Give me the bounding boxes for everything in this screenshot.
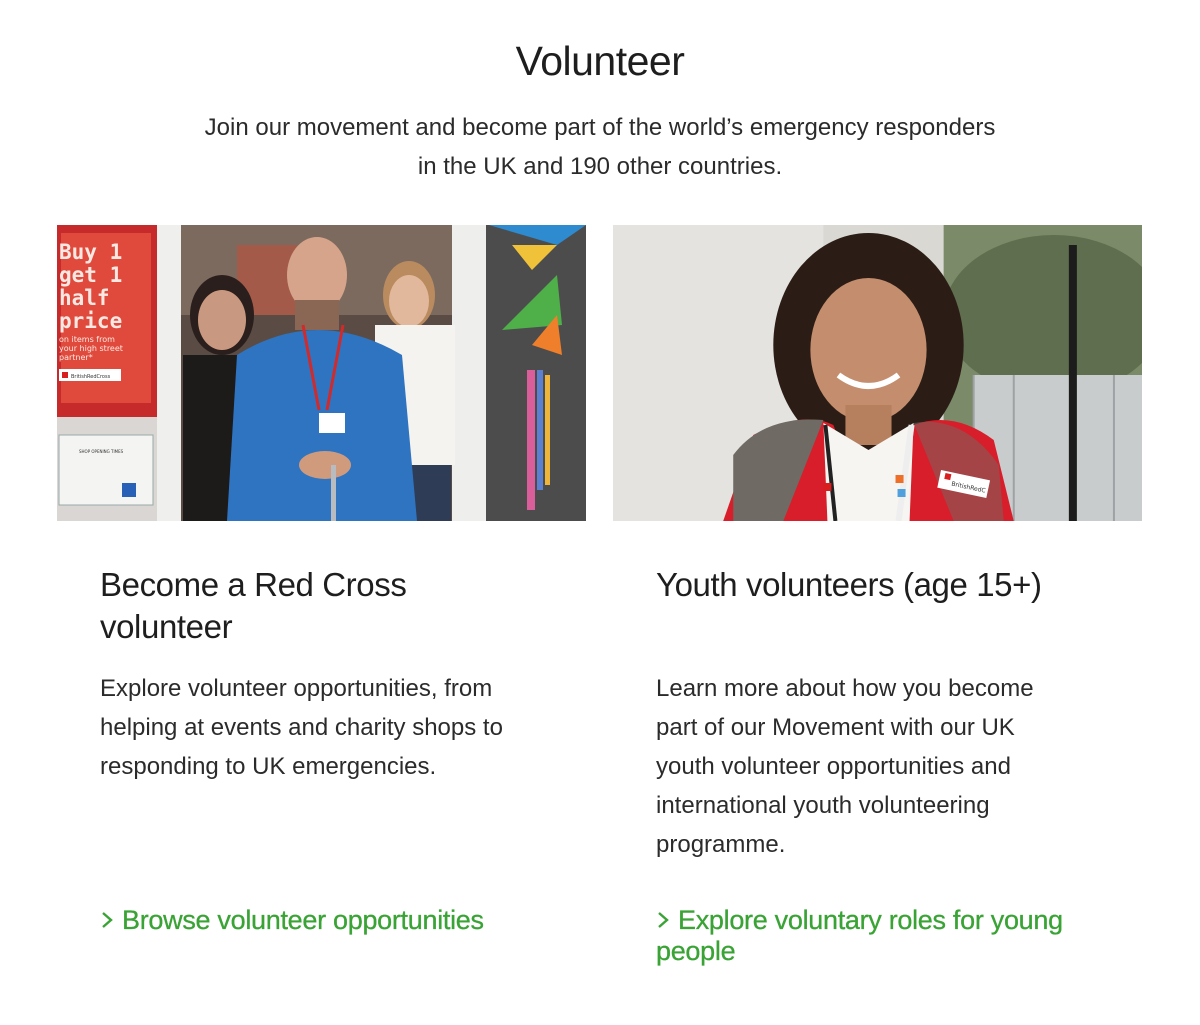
card-title-youth-volunteers: Youth volunteers (age 15+) <box>656 566 1042 603</box>
card-description-youth-volunteers: Learn more about how you become part of our Movement with our UK youth volunteer opportunities and international youth volunteering programme. <box>656 675 1034 858</box>
intro-line-2: in the UK and 190 other countries. <box>417 153 783 180</box>
explore-voluntary-roles-label: Explore voluntary roles for young people <box>656 905 1063 966</box>
browse-volunteer-opportunities-link[interactable] <box>100 905 560 936</box>
accessibility-icon <box>122 483 136 497</box>
red-cross-logo-icon <box>944 473 951 480</box>
poster-brand: BritishRedCross <box>71 374 111 380</box>
poster-small-1: on items from <box>59 335 115 344</box>
explore-voluntary-roles-link[interactable] <box>656 905 1096 967</box>
poster-line-4: price <box>59 309 123 333</box>
poster-line-1: Buy 1 <box>59 240 123 264</box>
page-title: Volunteer <box>515 38 685 84</box>
red-cross-logo-icon <box>62 372 68 378</box>
notice-title: SHOP OPENING TIMES <box>79 449 124 454</box>
card-title-red-cross-volunteer: Become a Red Cross volunteer <box>100 566 407 645</box>
jacket-brand: BritishRedC <box>950 480 987 495</box>
chevron-right-icon <box>100 910 122 930</box>
poster-line-2: get 1 <box>59 263 123 287</box>
poster-small-2: your high street <box>59 344 123 353</box>
chevron-right-icon <box>656 910 678 930</box>
intro-text <box>160 108 1040 186</box>
youth-volunteer-photo <box>613 225 1142 521</box>
charity-shop-volunteers-photo <box>57 225 586 521</box>
browse-volunteer-opportunities-label: Browse volunteer opportunities <box>122 905 484 935</box>
intro-line-1: Join our movement and become part of the world’s emergency responders <box>204 114 996 141</box>
poster-line-3: half <box>59 286 110 310</box>
poster-small-3: partner* <box>59 353 93 362</box>
card-description-red-cross-volunteer: Explore volunteer opportunities, from helping at events and charity shops to responding to UK emergencies. <box>100 675 503 780</box>
